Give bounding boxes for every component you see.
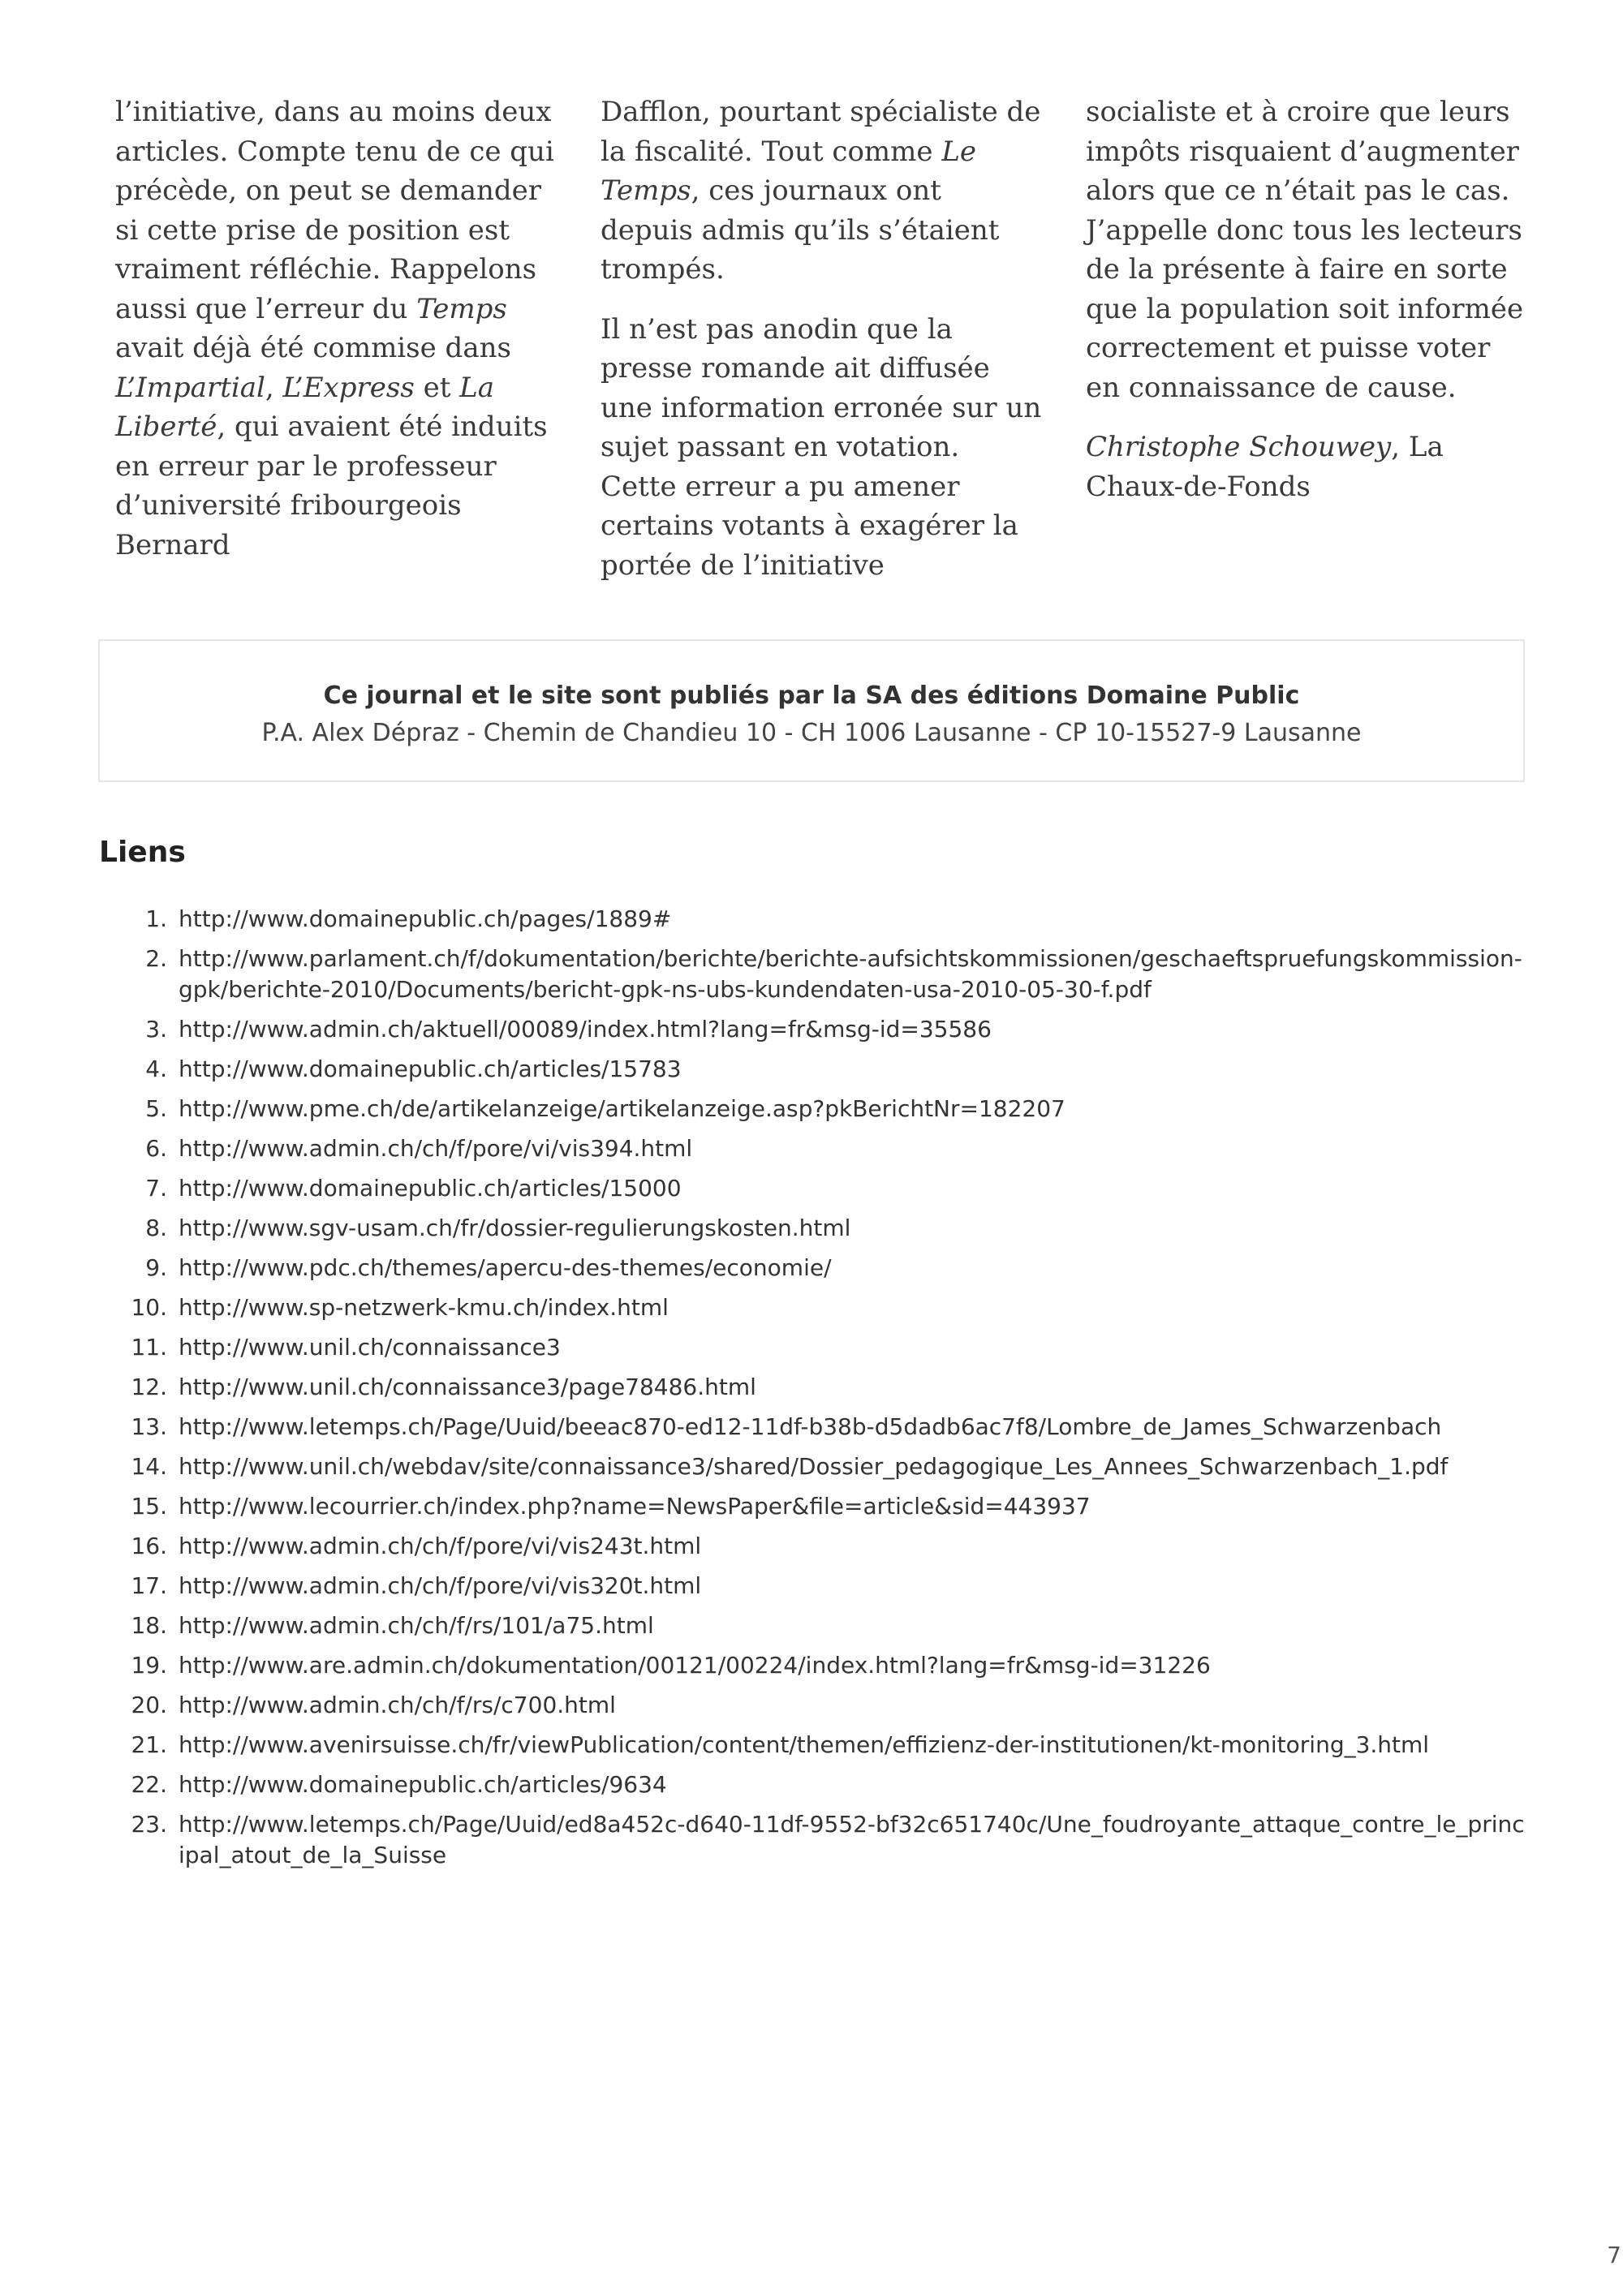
page-number: 7 <box>1607 2242 1621 2268</box>
link-url[interactable]: http://www.unil.ch/connaissance3/page78486.html <box>179 1374 756 1400</box>
link-number: 2. <box>145 945 167 972</box>
author-place: , La Chaux-de-Fonds <box>1086 431 1444 503</box>
link-url[interactable]: http://www.lecourrier.ch/index.php?name=NewsPaper&file=article&sid=443937 <box>179 1493 1091 1520</box>
link-number: 21. <box>131 1731 167 1758</box>
link-item[interactable] <box>145 1133 1526 1164</box>
link-url[interactable]: http://www.admin.ch/aktuell/00089/index.html?lang=fr&msg-id=35586 <box>179 1016 992 1043</box>
link-url[interactable]: http://www.domainepublic.ch/articles/15783 <box>179 1056 682 1082</box>
link-url[interactable]: http://www.admin.ch/ch/f/pore/vi/vis243t.html <box>179 1533 702 1559</box>
newspaper-title: L’Impartial <box>115 371 265 404</box>
link-item[interactable] <box>131 1332 1526 1363</box>
link-url[interactable]: http://www.domainepublic.ch/articles/15000 <box>179 1175 682 1202</box>
link-url[interactable]: http://www.pme.ch/de/artikelanzeige/artikelanzeige.asp?pkBerichtNr=182207 <box>179 1095 1065 1122</box>
link-item[interactable] <box>131 1531 1526 1562</box>
paragraph: l’initiative, dans au moins deux articles. Compte tenu de ce qui précède, on peut se demander si cette prise de position est vraiment réfléchie. Rappelons aussi que l’erreur du Temps avait déjà été commise dans L’Impartial, L’Express et La Liberté, qui avaient été induits en erreur par le professeur d’université fribourgeois Bernard <box>115 96 554 561</box>
link-number: 22. <box>131 1771 167 1798</box>
paragraph: socialiste et à croire que leurs impôts risquaient d’augmenter alors que ce n’était pas le cas. J’appelle donc tous les lecteurs de la présente à faire en sorte que la population soit informée correctement et puisse voter en connaissance de cause. <box>1086 96 1524 404</box>
newspaper-title: Le Temps <box>601 135 977 207</box>
link-number: 17. <box>131 1572 167 1599</box>
link-url[interactable]: http://www.admin.ch/ch/f/pore/vi/vis394.html <box>179 1135 693 1162</box>
link-number: 15. <box>131 1493 167 1520</box>
newspaper-title: Temps <box>416 292 507 325</box>
link-url[interactable]: http://www.domainepublic.ch/articles/9634 <box>179 1771 667 1798</box>
link-item[interactable] <box>131 1372 1526 1403</box>
links-heading: Liens <box>99 836 186 869</box>
link-number: 4. <box>145 1056 167 1082</box>
link-number: 9. <box>145 1254 167 1281</box>
link-item[interactable] <box>131 1730 1526 1761</box>
link-number: 11. <box>131 1334 167 1361</box>
link-item[interactable] <box>131 1412 1526 1443</box>
link-url[interactable]: http://www.pdc.ch/themes/apercu-des-themes/economie/ <box>179 1254 832 1281</box>
link-item[interactable] <box>145 1173 1526 1204</box>
link-url[interactable]: http://www.parlament.ch/f/dokumentation/berichte/berichte-aufsichtskommissionen/geschaeftspruefungskommission-gpk/berichte-2010/Documents/bericht-gpk-ns-ubs-kundendaten-usa-2010-05-30-f.pdf <box>179 945 1522 1003</box>
article-column-2 <box>601 92 1042 605</box>
link-number: 16. <box>131 1533 167 1559</box>
link-url[interactable]: http://www.admin.ch/ch/f/rs/101/a75.html <box>179 1612 654 1639</box>
link-number: 5. <box>145 1095 167 1122</box>
link-number: 19. <box>131 1652 167 1679</box>
link-item[interactable] <box>145 1253 1526 1283</box>
link-item[interactable] <box>131 1769 1526 1800</box>
link-url[interactable]: http://www.letemps.ch/Page/Uuid/ed8a452c-d640-11df-9552-bf32c651740c/Une_foudroyante_attaque_contre_le_principal_atout_de_la_Suisse <box>179 1811 1525 1868</box>
link-item[interactable] <box>131 1571 1526 1602</box>
author-name: Christophe Schouwey <box>1086 431 1392 463</box>
link-number: 14. <box>131 1453 167 1480</box>
link-url[interactable]: http://www.unil.ch/webdav/site/connaissance3/shared/Dossier_pedagogique_Les_Annees_Schwarzenbach_1.pdf <box>179 1453 1449 1480</box>
link-item[interactable] <box>131 1690 1526 1721</box>
link-url[interactable]: http://www.admin.ch/ch/f/pore/vi/vis320t.html <box>179 1572 702 1599</box>
link-number: 8. <box>145 1215 167 1241</box>
link-item[interactable] <box>145 1094 1526 1124</box>
link-url[interactable]: http://www.unil.ch/connaissance3 <box>179 1334 561 1361</box>
link-url[interactable]: http://www.admin.ch/ch/f/rs/c700.html <box>179 1692 616 1718</box>
link-item[interactable] <box>145 1054 1526 1085</box>
link-item[interactable] <box>145 1014 1526 1045</box>
link-number: 13. <box>131 1413 167 1440</box>
link-item[interactable] <box>131 1451 1526 1482</box>
link-url[interactable]: http://www.domainepublic.ch/pages/1889# <box>179 905 672 932</box>
link-number: 3. <box>145 1016 167 1043</box>
publisher-box <box>98 639 1525 782</box>
link-number: 10. <box>131 1294 167 1321</box>
links-list <box>131 904 1526 1880</box>
article-column-3 <box>1086 92 1527 605</box>
newspaper-title: La Liberté <box>115 371 495 443</box>
link-number: 23. <box>131 1811 167 1838</box>
paragraph: Il n’est pas anodin que la presse romande ait diffusée une information erronée sur un sujet passant en votation. Cette erreur a pu amener certains votants à exagérer la portée de l’initiative <box>601 312 1042 582</box>
publisher-line-2: P.A. Alex Dépraz - Chemin de Chandieu 10 - CH 1006 Lausanne - CP 10-15527-9 Lausanne <box>261 719 1362 747</box>
link-number: 1. <box>145 905 167 932</box>
link-number: 7. <box>145 1175 167 1202</box>
link-item[interactable] <box>131 1610 1526 1641</box>
link-item[interactable] <box>131 1292 1526 1323</box>
link-item[interactable] <box>131 1650 1526 1681</box>
link-url[interactable]: http://www.avenirsuisse.ch/fr/viewPublication/content/themen/effizienz-der-institutionen/kt-monitoring_3.html <box>179 1731 1430 1758</box>
signature <box>1086 428 1527 506</box>
link-item[interactable] <box>145 1213 1526 1244</box>
publisher-line-1: Ce journal et le site sont publiés par la SA des éditions Domaine Public <box>323 681 1300 710</box>
link-number: 18. <box>131 1612 167 1639</box>
link-item[interactable] <box>145 904 1526 935</box>
link-url[interactable]: http://www.sgv-usam.ch/fr/dossier-regulierungskosten.html <box>179 1215 851 1241</box>
link-url[interactable]: http://www.are.admin.ch/dokumentation/00121/00224/index.html?lang=fr&msg-id=31226 <box>179 1652 1211 1679</box>
link-item[interactable] <box>131 1809 1526 1871</box>
link-item[interactable] <box>131 1491 1526 1522</box>
article-column-1 <box>115 92 557 605</box>
paragraph: Dafflon, pourtant spécialiste de la fiscalité. Tout comme Le Temps, ces journaux ont depuis admis qu’ils s’étaient trompés. <box>601 96 1041 286</box>
link-item[interactable] <box>145 944 1526 1005</box>
link-number: 12. <box>131 1374 167 1400</box>
link-number: 20. <box>131 1692 167 1718</box>
article-columns <box>115 92 1527 582</box>
link-url[interactable]: http://www.letemps.ch/Page/Uuid/beeac870-ed12-11df-b38b-d5dadb6ac7f8/Lombre_de_James_Schwarzenbach <box>179 1413 1442 1440</box>
newspaper-title: L’Express <box>282 371 415 404</box>
link-url[interactable]: http://www.sp-netzwerk-kmu.ch/index.html <box>179 1294 669 1321</box>
link-number: 6. <box>145 1135 167 1162</box>
